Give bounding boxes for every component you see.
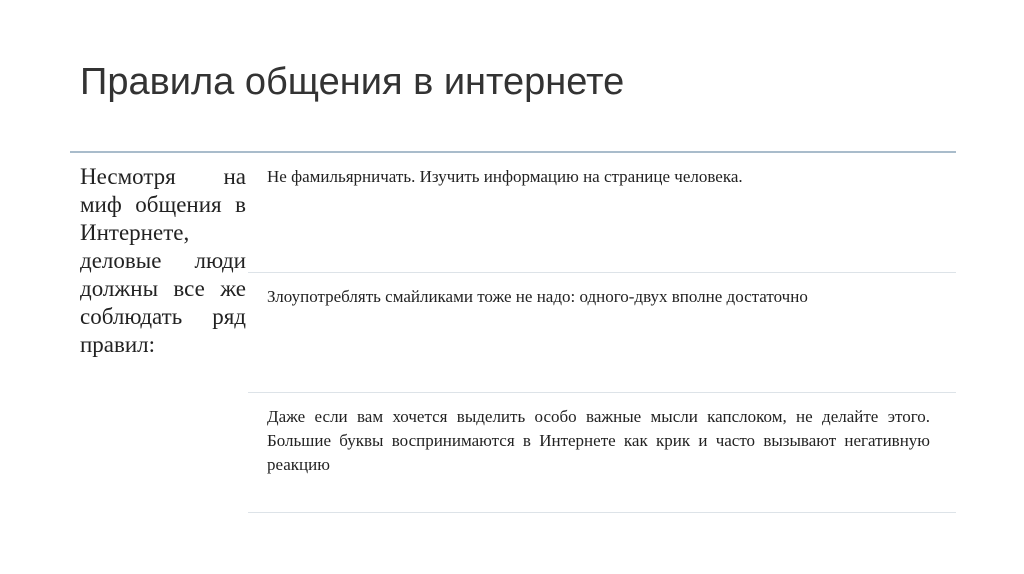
rule-text: Злоупотреблять смайликами тоже не надо: одного-двух вполне достаточно	[267, 287, 808, 306]
rules-table	[70, 151, 956, 514]
rule-row	[248, 393, 956, 513]
intro-text: Несмотря на миф общения в Интернете, деловые люди должны все же соблюдать ряд правил:	[80, 164, 246, 357]
rule-row	[248, 153, 956, 273]
rules-column	[248, 153, 956, 514]
intro-cell	[70, 153, 246, 514]
rule-row	[248, 273, 956, 393]
slide-title: Правила общения в интернете	[80, 61, 625, 103]
rule-text: Даже если вам хочется выделить особо важные мысли капслоком, не делайте этого. Большие буквы воспринимаются в Интернете как крик и часто вызывают негативную реакцию	[267, 407, 930, 474]
rule-text: Не фамильярничать. Изучить информацию на странице человека.	[267, 167, 743, 186]
